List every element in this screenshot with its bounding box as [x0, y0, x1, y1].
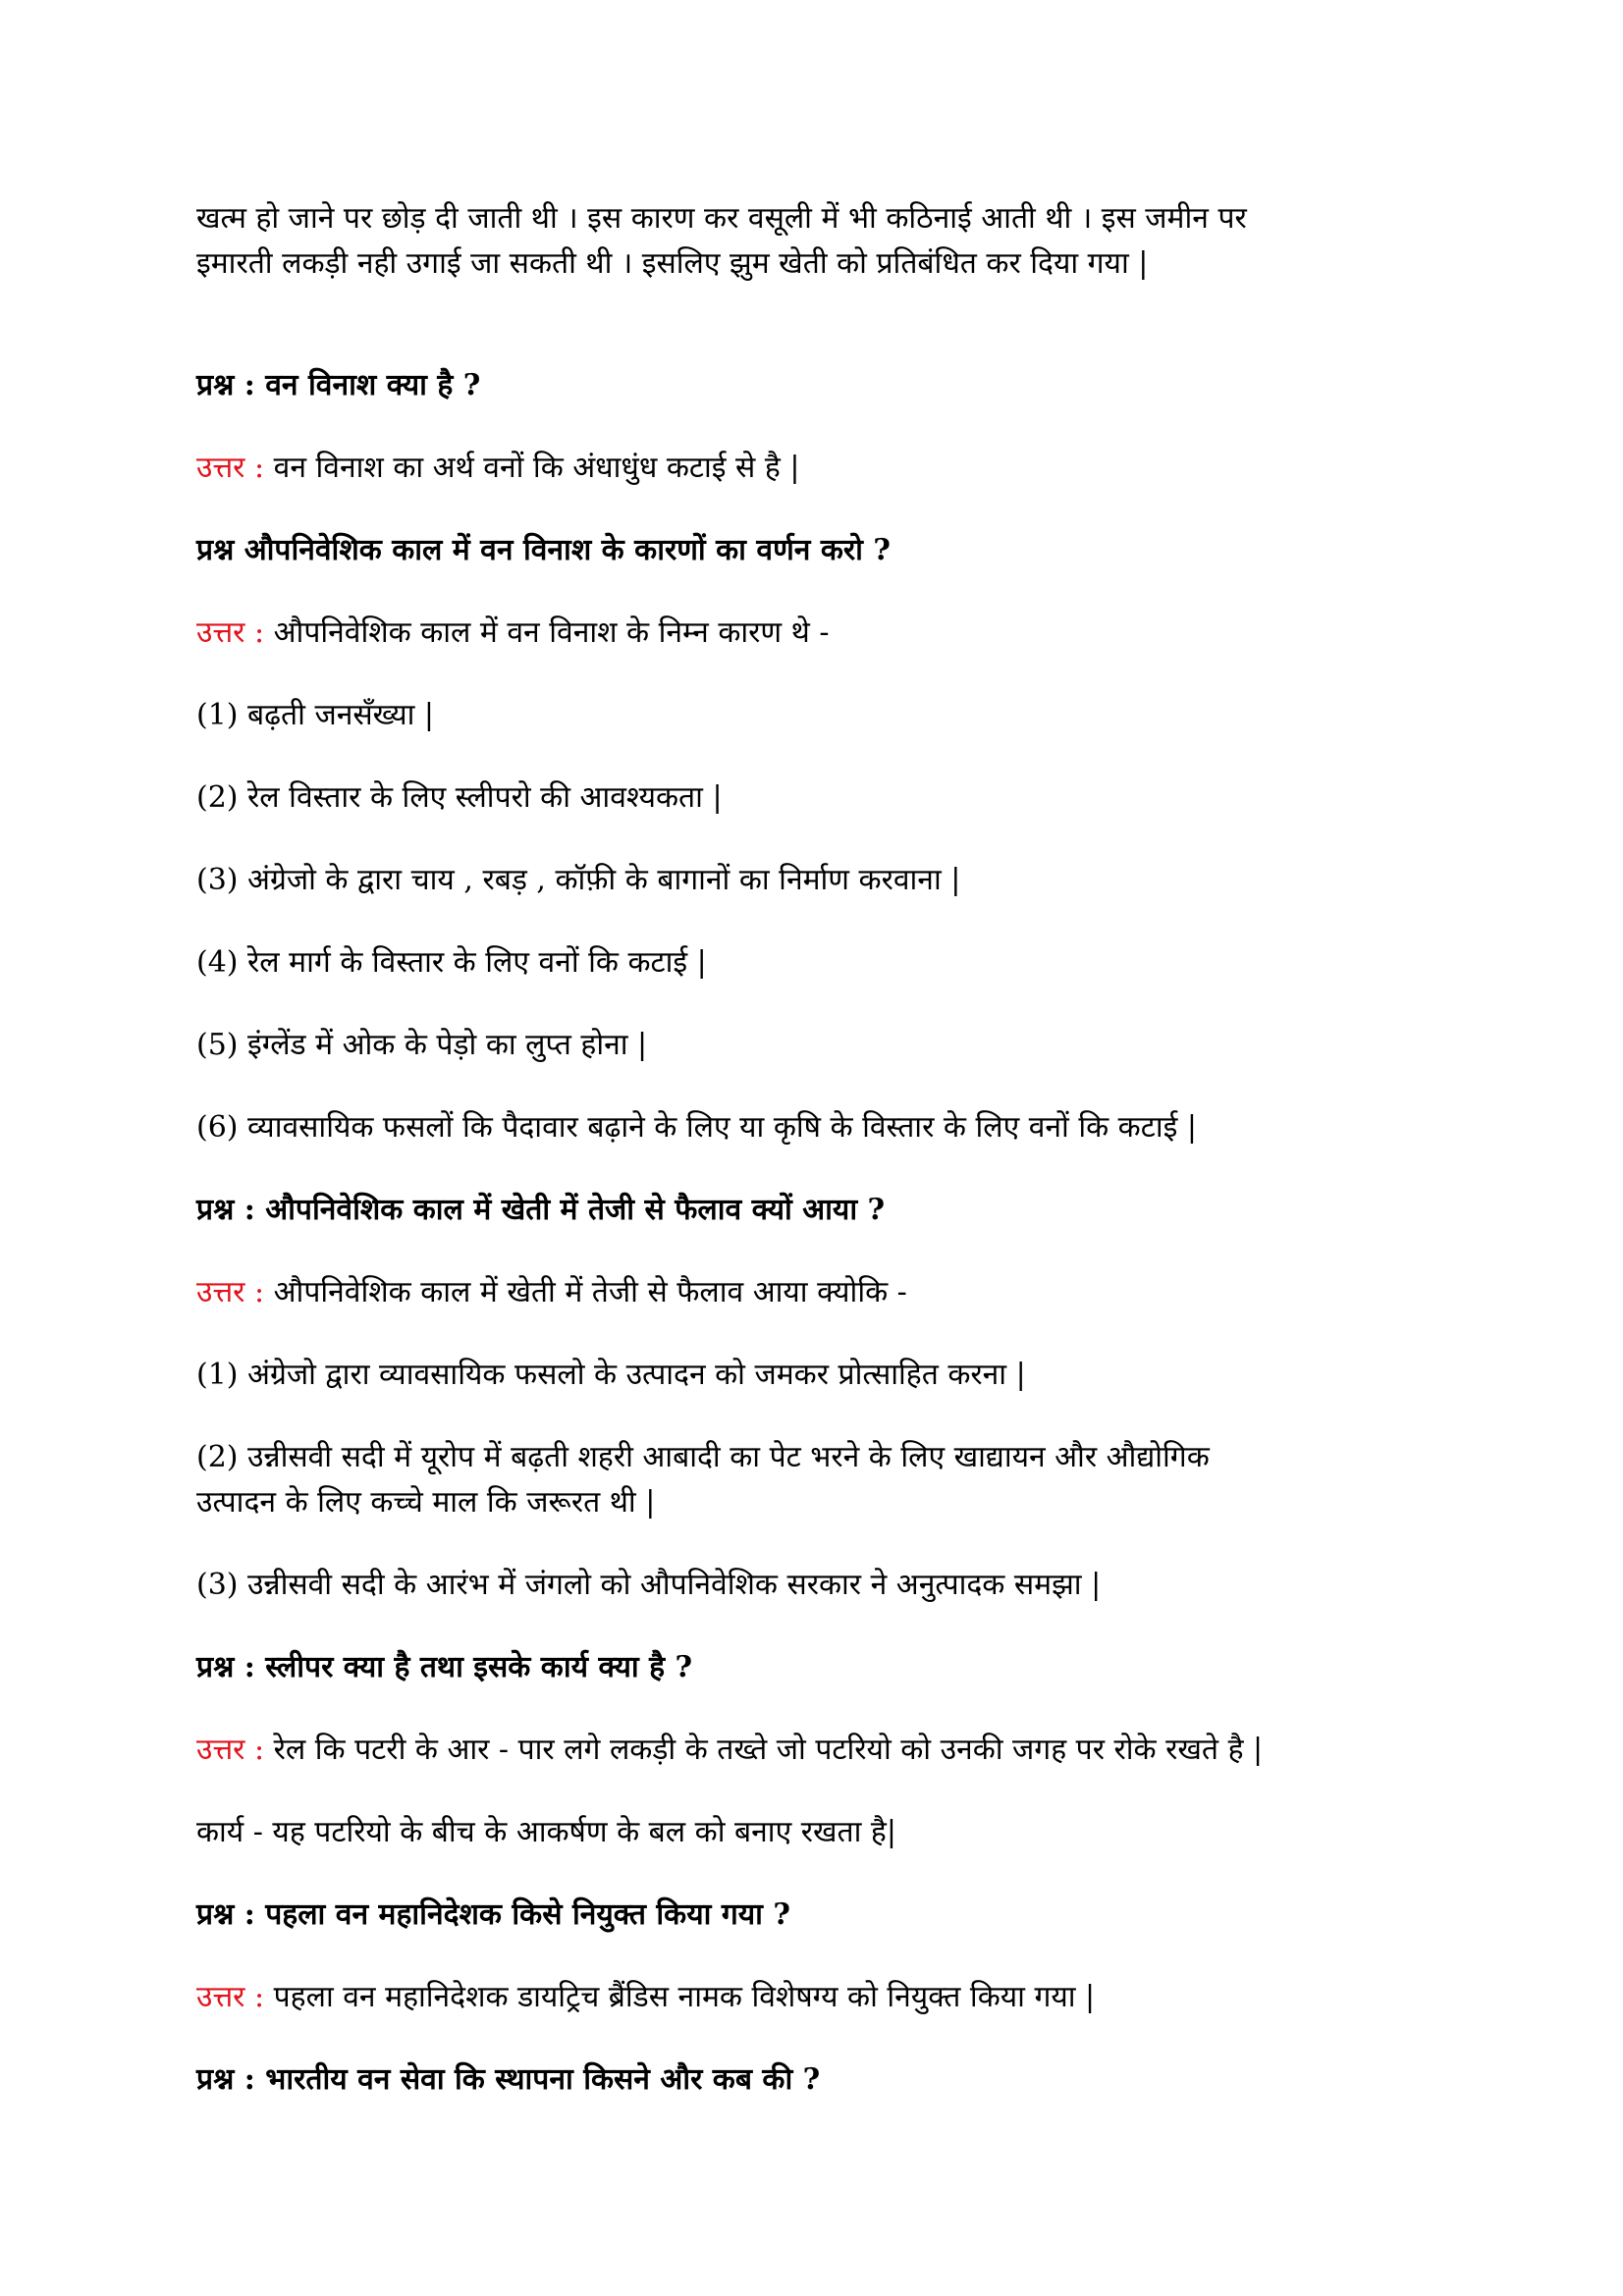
list-item: (1) अंग्रेजो द्वारा व्यावसायिक फसलो के उत्पादन को जमकर प्रोत्साहित करना |	[196, 1358, 1026, 1392]
answer-label: उत्तर :	[196, 615, 265, 650]
list-item: (3) उन्नीसवी सदी के आरंभ में जंगलो को औपनिवेशिक सरकार ने अनुत्पादक समझा |	[196, 1568, 1102, 1602]
document-page	[196, 196, 1434, 2140]
list-item-line: (2) उन्नीसवी सदी में यूरोप में बढ़ती शहरी आबादी का पेट भरने के लिए खाद्यायन और औद्योगिक	[196, 1440, 1210, 1474]
function-note: कार्य - यह पटरियो के बीच के आकर्षण के बल को बनाए रखता है|	[196, 1815, 896, 1849]
question-3: प्रश्न : औपनिवेशिक काल में खेती में तेजी से फैलाव क्यों आया ?	[196, 1193, 886, 1227]
list-item: (5) इंग्लेंड में ओक के पेड़ो का लुप्त होना |	[196, 1028, 648, 1062]
list-item: (6) व्यावसायिक फसलों कि पैदावार बढ़ाने के लिए या कृषि के विस्तार के लिए वनों कि कटाई |	[196, 1110, 1197, 1145]
list-item-line: उत्पादन के लिए कच्चे माल कि जरूरत थी |	[196, 1485, 656, 1520]
question-1: प्रश्न : वन विनाश क्या है ?	[196, 368, 481, 402]
answer-label: उत्तर :	[196, 1733, 265, 1767]
answer-3-text: औपनिवेशिक काल में खेती में तेजी से फैलाव आया क्योकि -	[273, 1275, 907, 1309]
answer-label: उत्तर :	[196, 451, 265, 485]
list-item: (1) बढ़ती जनसँख्या |	[196, 698, 435, 732]
answer-1-text: वन विनाश का अर्थ वनों कि अंधाधुंध कटाई से है |	[273, 451, 800, 485]
question-4: प्रश्न : स्लीपर क्या है तथा इसके कार्य क्या है ?	[196, 1650, 693, 1684]
answer-label: उत्तर :	[196, 1275, 265, 1309]
intro-line-2: इमारती लकड़ी नही उगाई जा सकती थी । इसलिए झुम खेती को प्रतिबंधित कर दिया गया |	[196, 246, 1149, 281]
intro-line-1: खत्म हो जाने पर छोड़ दी जाती थी । इस कारण कर वसूली में भी कठिनाई आती थी । इस जमीन पर	[196, 201, 1247, 236]
answer-4-text: रेल कि पटरी के आर - पार लगे लकड़ी के तख्ते जो पटरियो को उनकी जगह पर रोके रखते है |	[273, 1733, 1264, 1767]
list-item: (2) रेल विस्तार के लिए स्लीपरो की आवश्यकता |	[196, 780, 723, 815]
intro-paragraph	[196, 196, 1434, 287]
list-item: (4) रेल मार्ग के विस्तार के लिए वनों कि कटाई |	[196, 945, 707, 980]
answer-5	[196, 1975, 1434, 2020]
question-5: प्रश्न : पहला वन महानिदेशक किसे नियुक्त किया गया ?	[196, 1897, 790, 1932]
answer-5-text: पहला वन महानिदेशक डायट्रिच ब्रैंडिस नामक विशेषग्य को नियुक्त किया गया |	[273, 1980, 1096, 2014]
answer-1	[196, 446, 1434, 491]
answer-3	[196, 1270, 1434, 1315]
answer-2	[196, 611, 1434, 656]
list-item-multiline	[196, 1435, 1434, 1525]
question-6: प्रश्न : भारतीय वन सेवा कि स्थापना किसने और कब की ?	[196, 2062, 821, 2097]
answer-4	[196, 1728, 1434, 1773]
answer-2-text: औपनिवेशिक काल में वन विनाश के निम्न कारण थे -	[273, 615, 830, 650]
list-item: (3) अंग्रेजो के द्वारा चाय , रबड़ , कॉफ़ी के बागानों का निर्माण करवाना |	[196, 863, 961, 897]
answer-label: उत्तर :	[196, 1980, 265, 2014]
question-2: प्रश्न औपनिवेशिक काल में वन विनाश के कारणों का वर्णन करो ?	[196, 533, 891, 567]
